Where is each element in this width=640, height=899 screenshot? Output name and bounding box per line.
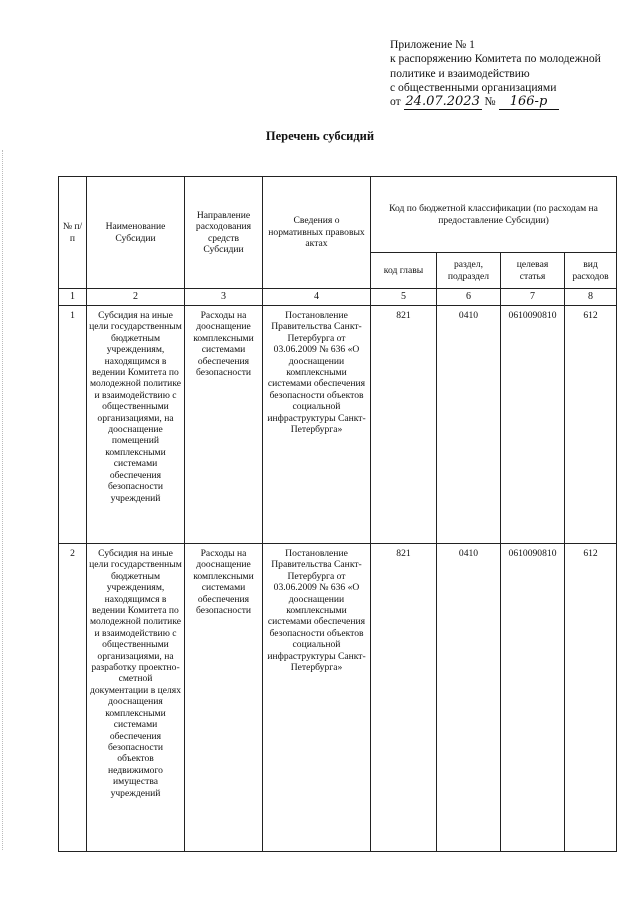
- handwritten-date: 24.07.2023: [405, 94, 480, 110]
- row-vid: 612: [565, 544, 617, 852]
- table-row: [59, 544, 617, 852]
- subsidies-table: [58, 176, 617, 852]
- row-name: Субсидия на иные цели государственным бюджетным учреждениям, находящимся в ведении Комитета по молодежной политике и взаимодействию с общественными организациями, на дооснащение помещений комплексными системами обеспечения безопасности учреждений: [87, 306, 185, 544]
- row-razdel: 0410: [437, 544, 501, 852]
- scan-edge-mark: [2, 150, 4, 850]
- col-number: 4: [263, 289, 371, 306]
- col-number: 2: [87, 289, 185, 306]
- row-razdel: 0410: [437, 306, 501, 544]
- handwritten-number: 166-р: [499, 95, 559, 110]
- appendix-line-3: политике и взаимодействию: [390, 66, 530, 80]
- row-vid: 612: [565, 306, 617, 544]
- row-acts: Постановление Правительства Санкт-Петербурга от 03.06.2009 № 636 «О дооснащении комплексными системами обеспечения безопасности объектов социальной инфраструктуры Санкт-Петербурга»: [263, 306, 371, 544]
- header-num: № п/п: [59, 177, 87, 289]
- row-code-glavy: 821: [371, 544, 437, 852]
- appendix-line-4: с общественными организациями: [390, 80, 557, 94]
- row-code-glavy: 821: [371, 306, 437, 544]
- header-acts: Сведения о нормативных правовых актах: [263, 177, 371, 289]
- header-name: Наименование Субсидии: [87, 177, 185, 289]
- col-number: 1: [59, 289, 87, 306]
- col-number: 6: [437, 289, 501, 306]
- column-number-row: [59, 289, 617, 306]
- row-name: Субсидия на иные цели государственным бюджетным учреждениям, находящимся в ведении Комитета по молодежной политике и взаимодействию с общественными организациями, на разработку проектно-сметной документации в целях дооснащения комплексными системами обеспечения безопасности объектов недвижимого имущества учреждений: [87, 544, 185, 852]
- header-code-group: Код по бюджетной классификации (по расходам на предоставление Субсидии): [371, 177, 617, 253]
- header-razdel: раздел, подраздел: [437, 253, 501, 289]
- header-vid: вид расходов: [565, 253, 617, 289]
- header-statya: целевая статья: [501, 253, 565, 289]
- appendix-title: Приложение № 1: [390, 38, 475, 51]
- col-number: 3: [185, 289, 263, 306]
- row-num: 2: [59, 544, 87, 852]
- number-sign: №: [484, 95, 496, 109]
- appendix-date-line: [390, 95, 636, 110]
- col-number: 8: [565, 289, 617, 306]
- col-number: 5: [371, 289, 437, 306]
- row-direction: Расходы на дооснащение комплексными системами обеспечения безопасности: [185, 544, 263, 852]
- header-code-glavy: код главы: [371, 253, 437, 289]
- row-direction: Расходы на дооснащение комплексными системами обеспечения безопасности: [185, 306, 263, 544]
- table-row: [59, 306, 617, 544]
- row-acts: Постановление Правительства Санкт-Петербурга от 03.06.2009 № 636 «О дооснащении комплексными системами обеспечения безопасности объектов социальной инфраструктуры Санкт-Петербурга»: [263, 544, 371, 852]
- appendix-line-2: к распоряжению Комитета по молодежной: [390, 52, 601, 66]
- header-row-1: [59, 177, 617, 253]
- date-prefix: от: [390, 95, 401, 109]
- row-statya: 0610090810: [501, 306, 565, 544]
- col-number: 7: [501, 289, 565, 306]
- appendix-header: [390, 38, 636, 110]
- row-statya: 0610090810: [501, 544, 565, 852]
- header-direction: Направление расходования средств Субсидии: [185, 177, 263, 289]
- document-title: Перечень субсидий: [265, 129, 375, 143]
- row-num: 1: [59, 306, 87, 544]
